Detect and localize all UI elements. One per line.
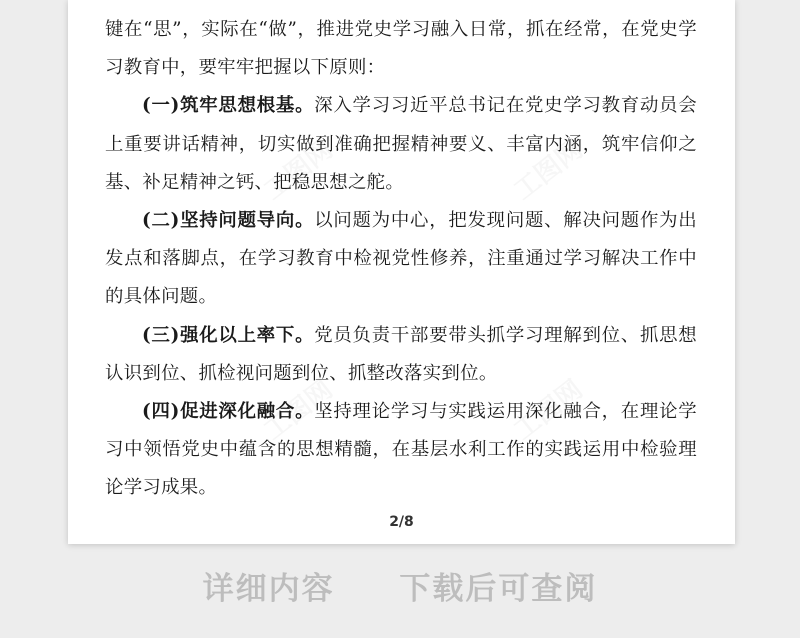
intro-paragraph: 键在“思”，实际在“做”，推进党史学习融入日常，抓在经常，在党史学习教育中，要牢牢把握以下原则： (105, 19, 697, 79)
principle-heading: (三)强化以上率下。 (142, 324, 315, 346)
principle-paragraph (105, 393, 697, 508)
principle-body: 党员负责干部要带头抓学习理解到位、抓思想认识到位、抓检视问题到位、抓整改落实到位。 (105, 324, 697, 384)
document-body (105, 11, 697, 508)
principle-body: 坚持理论学习与实践运用深化融合，在理论学习中领悟党史中蕴含的思想精髓，在基层水利工作的实践运用中检验理论学习成果。 (105, 401, 697, 499)
footer-banner (0, 563, 800, 609)
principle-heading: (一)筑牢思想根基。 (142, 95, 315, 117)
principle-body: 以问题为中心，把发现问题、解决问题作为出发点和落脚点，在学习教育中检视党性修养，注重通过学习解决工作中的具体问题。 (105, 210, 697, 308)
document-page (68, 0, 735, 544)
principle-paragraph (105, 317, 697, 393)
page-indicator: 2/8 (389, 514, 414, 530)
principle-paragraph (105, 202, 697, 317)
details-label: 详细内容 (202, 571, 335, 607)
principle-paragraph (105, 87, 697, 202)
principle-heading: (四)促进深化融合。 (142, 401, 315, 423)
principle-heading: (二)坚持问题导向。 (142, 210, 315, 232)
download-label: 下载后可查阅 (399, 571, 598, 607)
principle-body: 深入学习习近平总书记在党史学习教育动员会上重要讲话精神，切实做到准确把握精神要义、丰富内涵，筑牢信仰之基、补足精神之钙、把稳思想之舵。 (105, 95, 697, 193)
